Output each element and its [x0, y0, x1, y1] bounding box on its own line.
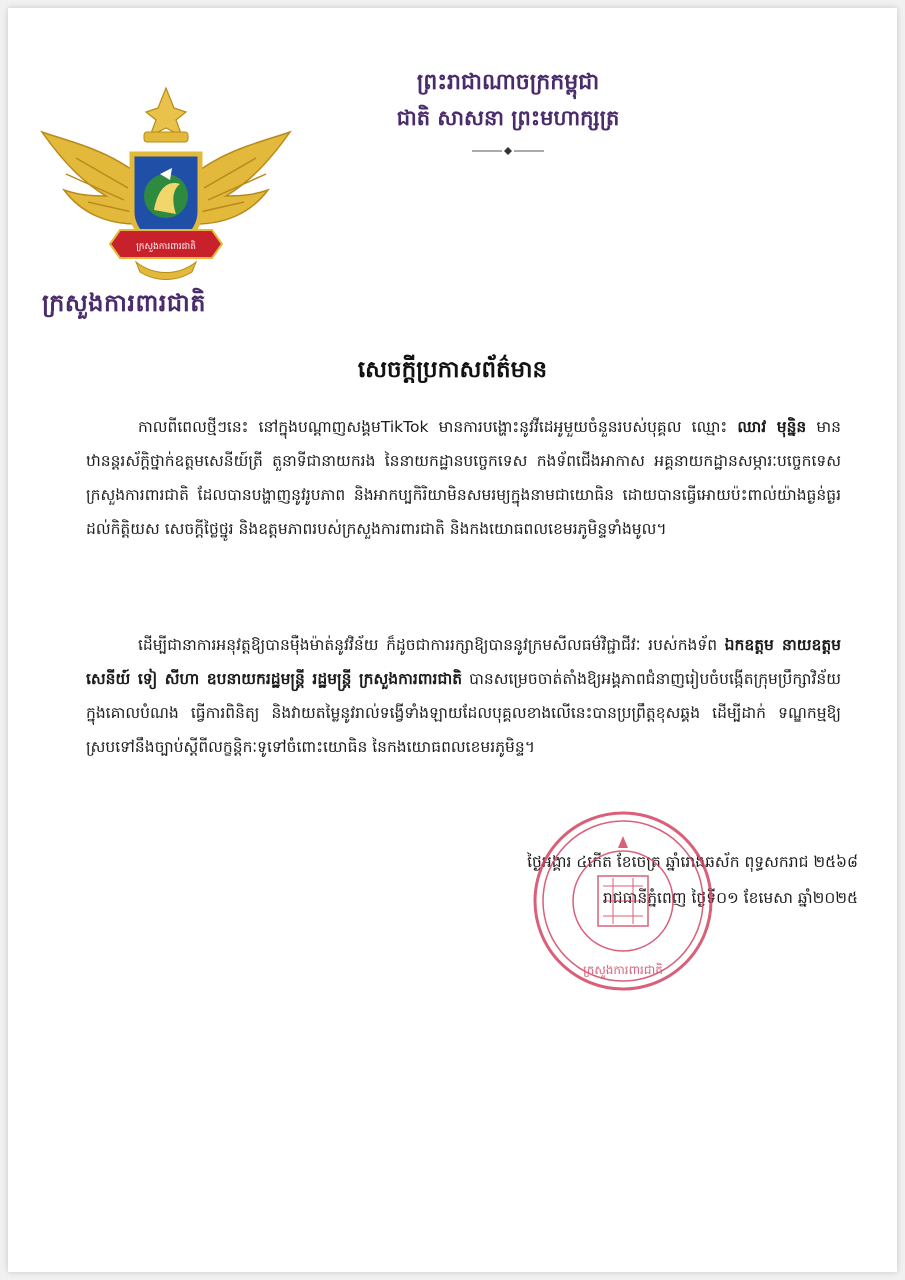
paragraph-2-intro: ដើម្បីជានាការអនុវត្តឱ្យបានម៉ឺងម៉ាត់នូវវិន័យ ក៏ដូចជាការរក្សាឱ្យបាននូវក្រមសីលធម៌វិជ្ជាជីវៈ របស់កងទ័ព	[138, 636, 725, 654]
paragraph-2-body: បានសម្រេចចាត់តាំងឱ្យអង្គភាពជំនាញរៀបចំបង្កើតក្រុមប្រឹក្សាវិន័យ ក្នុងគោលបំណង ធ្វើការពិនិត្យ និងវាយតម្លៃនូវរាល់ទង្វើទាំងឡាយដែលបុគ្គលខាងលើនេះបានប្រព្រឹត្តខុសឆ្គង ដើម្បីដាក់ ទណ្ឌកម្មឱ្យស្របទៅនឹងច្បាប់ស្តីពីលក្ខន្តិកៈទូទៅចំពោះយោធិន នៃកងយោធពលខេមរភូមិន្ទ។	[86, 670, 841, 756]
paragraph-1-body: មានឋានន្តរស័ក្តិថ្នាក់ឧត្តមសេនីយ៍ត្រី តួនាទីជានាយករង នៃនាយកដ្ឋានបច្ចេកទេស កងទ័ពជើងអាកាស អគ្គនាយកដ្ឋានសម្ភារៈបច្ចេកទេស ក្រសួងការពារជាតិ ដែលបានបង្ហាញនូវរូបភាព និងអាកប្បកិរិយាមិនសមរម្យក្នុងនាមជាយោធិន ដោយបានធ្វើអោយប៉ះពាល់យ៉ាងធ្ងន់ធ្ងរដល់កិត្តិយស សេចក្តីថ្លៃថ្នូរ និងឧត្តមភាពរបស់ក្រសួងការពារជាតិ និងកងយោធពលខេមរភូមិន្ទទាំងមូល។	[86, 418, 841, 538]
person-name: ឈាវ មុន្និន	[737, 418, 807, 436]
document-page	[8, 8, 897, 1272]
minister-title: ឯកឧត្តម នាយឧត្តមសេនីយ៍ ទៀ សីហា ឧបនាយករដ្ឋមន្ត្រី រដ្ឋមន្ត្រី ក្រសួងការពារជាតិ	[86, 636, 841, 688]
lunar-date: ថ្ងៃអង្គារ ៤កើត ខែចេត្រ ឆ្នាំរោងឆស័ក ពុទ្ធសករាជ ២៥៦៨	[527, 853, 858, 871]
notice-title: សេចក្តីប្រកាសព័ត៌មាន	[357, 356, 548, 383]
paragraph-1-intro: កាលពីពេលថ្មីៗនេះ នៅក្នុងបណ្តាញសង្គមTikTok មានការបង្ហោះនូវវីដេអូមួយចំនួនរបស់បុគ្គល ឈ្មោះ	[138, 418, 738, 436]
official-stamp	[528, 806, 718, 996]
paragraph-2	[86, 628, 841, 764]
ministry-emblem	[36, 84, 296, 284]
ornament-divider	[468, 146, 548, 156]
national-motto: ជាតិ សាសនា ព្រះមហាក្សត្រ	[396, 105, 620, 130]
solar-date: រាជធានីភ្នំពេញ ថ្ងៃទី០១ ខែមេសា ឆ្នាំ២០២៥	[602, 889, 858, 907]
kingdom-motto	[338, 64, 678, 156]
kingdom-title: ព្រះរាជាណាចក្រកម្ពុជា	[416, 69, 600, 95]
ministry-name: ក្រសួងការពារជាតិ	[42, 288, 206, 317]
paragraph-1	[86, 410, 841, 546]
stamp-text: ក្រសួងការពារជាតិ	[583, 963, 663, 977]
emblem-ribbon-text: ក្រសួងការពារជាតិ	[136, 242, 196, 252]
